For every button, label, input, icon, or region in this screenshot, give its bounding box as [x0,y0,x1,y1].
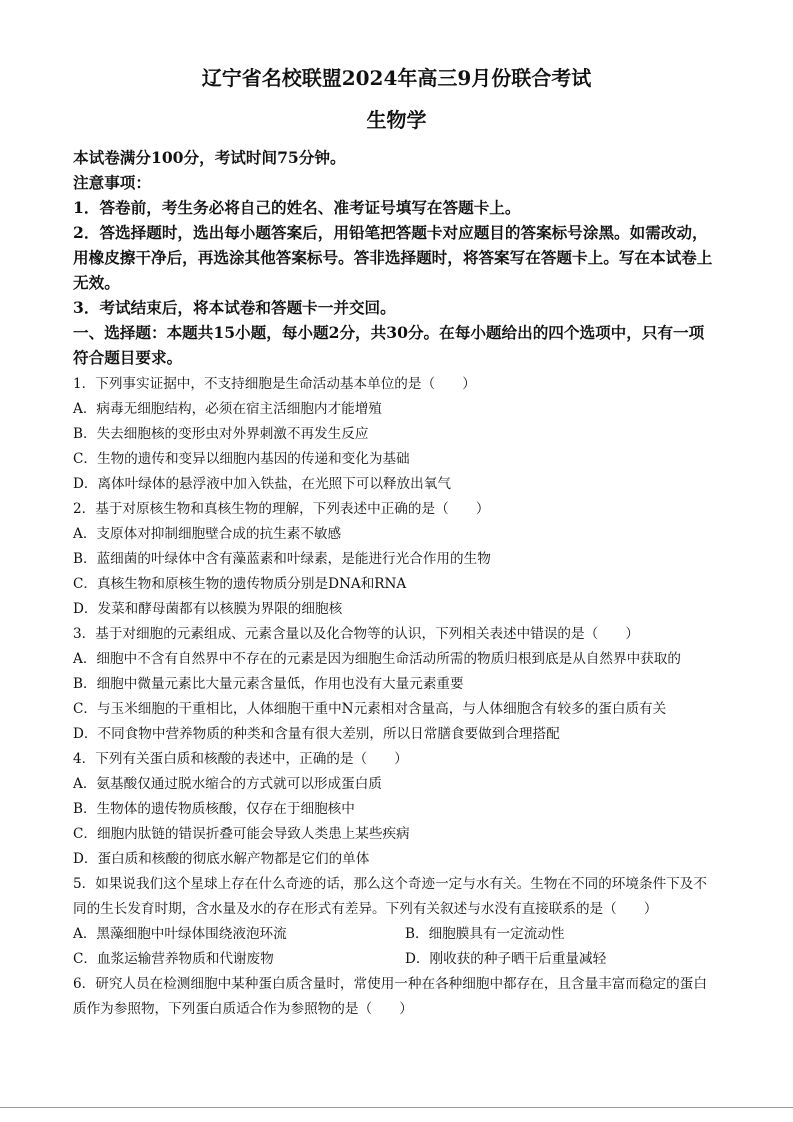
page-bottom-divider [0,1107,793,1108]
question-5-option-a: A．黑藻细胞中叶绿体围绕液泡环流 [73,926,287,942]
question-3-option-d: D．不同食物中营养物质的种类和含量有很大差别，所以日常膳食要做到合理搭配 [73,726,560,742]
question-4-option-d: D．蛋白质和核酸的彻底水解产物都是它们的单体 [73,851,370,867]
question-2-stem: 2．基于对原核生物和真核生物的理解，下列表述中正确的是（ ） [73,501,490,517]
question-3-stem: 3．基于对细胞的元素组成、元素含量以及化合物等的认识，下列相关表述中错误的是（ ） [73,626,639,642]
question-5-option-c: C．血浆运输营养物质和代谢废物 [73,951,274,967]
question-4-option-a: A．氨基酸仅通过脱水缩合的方式就可以形成蛋白质 [73,776,382,792]
question-2-option-c: C．真核生物和原核生物的遗传物质分别是DNA和RNA [73,576,407,592]
notice-1: 1．答卷前，考生务必将自己的姓名、准考证号填写在答题卡上。 [73,198,521,217]
question-3-option-c: C．与玉米细胞的干重相比，人体细胞干重中N元素相对含量高，与人体细胞含有较多的蛋白质有关 [73,701,667,717]
notice-2-line-2: 用橡皮擦干净后，再选涂其他答案标号。答非选择题时，将答案写在答题卡上。写在本试卷上 [73,248,713,267]
question-1-option-b: B．失去细胞核的变形虫对外界刺激不再发生反应 [73,426,369,442]
question-5-option-b: B．细胞膜具有一定流动性 [405,926,565,942]
question-5-stem-line-1: 5．如果说我们这个星球上存在什么奇迹的话，那么这个奇迹一定与水有关。生物在不同的环境条件下及不 [73,876,707,892]
question-1-option-d: D．离体叶绿体的悬浮液中加入铁盐，在光照下可以释放出氧气 [73,476,451,492]
question-3-option-a: A．细胞中不含有自然界中不存在的元素是因为细胞生命活动所需的物质归根到底是从自然界中获取的 [73,651,681,667]
question-5-option-d: D．刚收获的种子晒干后重量减轻 [405,951,607,967]
question-4-stem: 4．下列有关蛋白质和核酸的表述中，正确的是（ ） [73,751,408,767]
question-2-option-d: D．发菜和酵母菌都有以核膜为界限的细胞核 [73,601,343,617]
question-4-option-b: B．生物体的遗传物质核酸，仅存在于细胞核中 [73,801,355,817]
question-3-option-b: B．细胞中微量元素比大量元素含量低，作用也没有大量元素重要 [73,676,464,692]
subject-title: 生物学 [366,108,427,132]
question-1-option-a: A．病毒无细胞结构，必须在宿主活细胞内才能增殖 [73,401,382,417]
full-score-line: 本试卷满分100分，考试时间75分钟。 [73,148,346,167]
exam-title: 辽宁省名校联盟2024年高三9月份联合考试 [201,66,592,90]
notice-3: 3．考试结束后，将本试卷和答题卡一并交回。 [73,298,396,317]
question-1-option-c: C．生物的遗传和变异以细胞内基因的传递和变化为基础 [73,451,410,467]
section-heading-line-1: 一、选择题：本题共15小题，每小题2分，共30分。在每小题给出的四个选项中，只有一项 [73,323,705,342]
notice-2-line-3: 无效。 [73,273,120,292]
question-6-stem-line-2: 质作为参照物，下列蛋白质适合作为参照物的是（ ） [73,1001,413,1017]
question-2-option-a: A．支原体对抑制细胞壁合成的抗生素不敏感 [73,526,342,542]
question-2-option-b: B．蓝细菌的叶绿体中含有藻蓝素和叶绿素，是能进行光合作用的生物 [73,551,491,567]
question-5-stem-line-2: 同的生长发育时期，含水量及水的存在形式有差异。下列有关叙述与水没有直接联系的是（ ） [73,901,658,917]
question-4-option-c: C．细胞内肽链的错误折叠可能会导致人类患上某些疾病 [73,826,410,842]
notice-2-line-1: 2．答选择题时，选出每小题答案后，用铅笔把答题卡对应题目的答案标号涂黑。如需改动， [73,223,708,242]
question-6-stem-line-1: 6．研究人员在检测细胞中某种蛋白质含量时，常使用一种在各种细胞中都存在，且含量丰富而稳定的蛋白 [73,976,707,992]
notice-heading: 注意事项： [73,173,151,192]
question-1-stem: 1．下列事实证据中，不支持细胞是生命活动基本单位的是（ ） [73,376,476,392]
section-heading-line-2: 符合题目要求。 [73,348,183,367]
